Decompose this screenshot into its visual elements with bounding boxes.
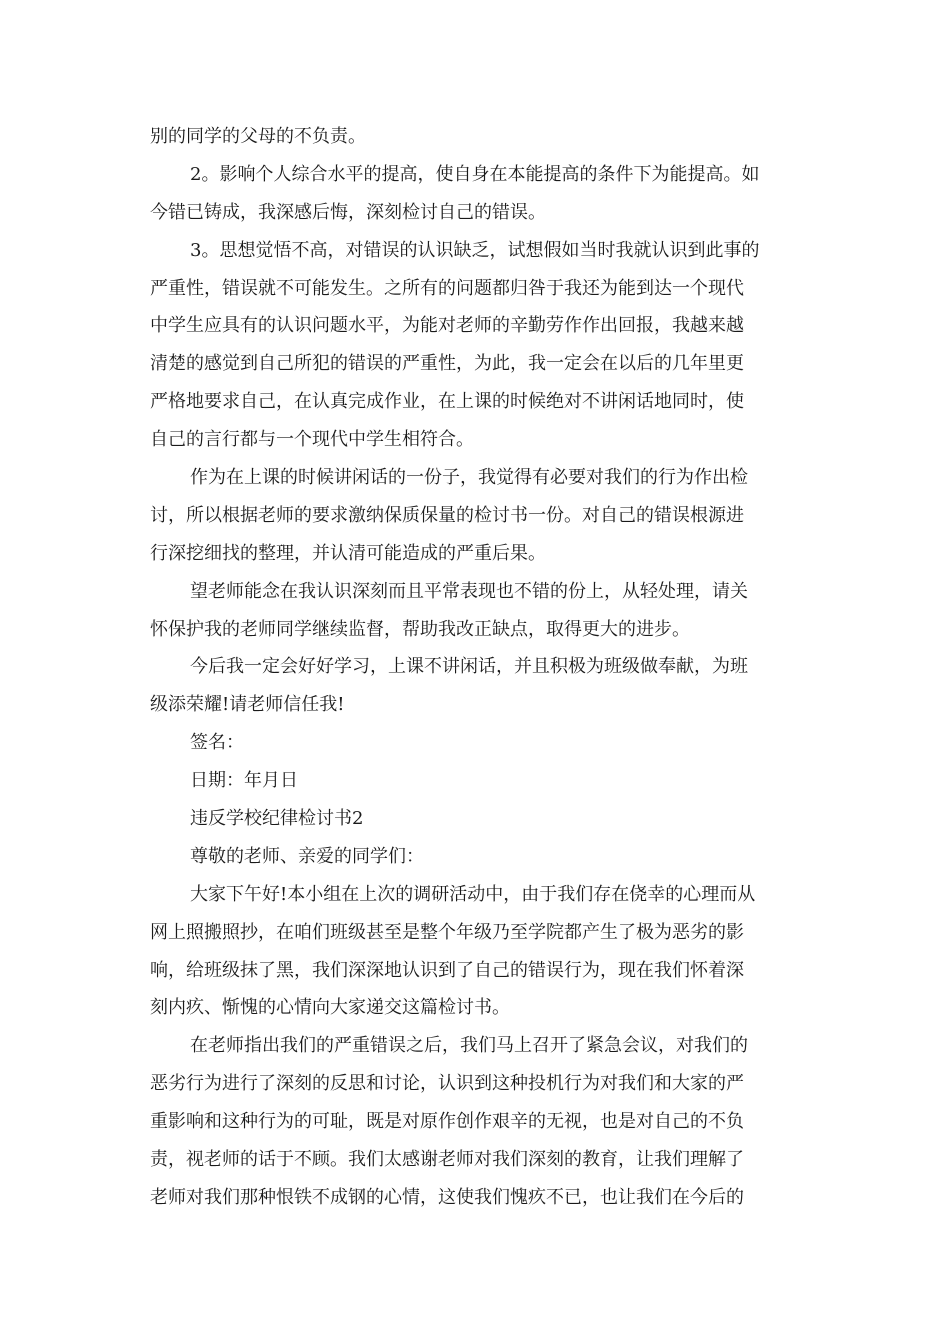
salutation: 尊敬的老师、亲爱的同学们： bbox=[190, 845, 424, 867]
text-line: 响，给班级抹了黑，我们深深地认识到了自己的错误行为，现在我们怀着深 bbox=[150, 959, 744, 981]
text-line: 严格地要求自己，在认真完成作业，在上课的时候绝对不讲闲话地同时，使 bbox=[150, 391, 744, 413]
text-line: 网上照搬照抄，在咱们班级甚至是整个年级乃至学院都产生了极为恶劣的影 bbox=[150, 921, 744, 943]
text-line: 老师对我们那种恨铁不成钢的心情，这使我们愧疚不已，也让我们在今后的 bbox=[150, 1186, 744, 1208]
text-line: 重影响和这种行为的可耻，既是对原作创作艰辛的无视，也是对自己的不负 bbox=[150, 1111, 744, 1133]
text-line: 清楚的感觉到自己所犯的错误的严重性，为此，我一定会在以后的几年里更 bbox=[150, 353, 744, 375]
text-line: 刻内疚、惭愧的心情向大家递交这篇检讨书。 bbox=[150, 997, 510, 1019]
text-line: 自己的言行都与一个现代中学生相符合。 bbox=[150, 429, 474, 451]
text-line: 讨，所以根据老师的要求激纳保质保量的检讨书一份。对自己的错误根源进 bbox=[150, 504, 744, 526]
text-line: 在老师指出我们的严重错误之后，我们马上召开了紧急会议，对我们的 bbox=[190, 1035, 748, 1057]
text-line: 别的同学的父母的不负责。 bbox=[150, 126, 366, 147]
text-line: 严重性，错误就不可能发生。之所有的问题都归咎于我还为能到达一个现代 bbox=[150, 277, 744, 299]
text-line: 怀保护我的老师同学继续监督，帮助我改正缺点，取得更大的进步。 bbox=[150, 618, 690, 640]
text-line: 今后我一定会好好学习，上课不讲闲话，并且积极为班级做奉献，为班 bbox=[190, 656, 748, 678]
text-line: 作为在上课的时候讲闲话的一份子，我觉得有必要对我们的行为作出检 bbox=[190, 467, 748, 489]
text-line: 3。思想觉悟不高，对错误的认识缺乏，试想假如当时我就认识到此事的 bbox=[190, 239, 760, 261]
document-page bbox=[150, 118, 790, 1217]
text-line: 恶劣行为进行了深刻的反思和讨论，认识到这种投机行为对我们和大家的严 bbox=[150, 1073, 744, 1095]
date-label: 日期：年月日 bbox=[190, 770, 298, 792]
text-line: 今错已铸成，我深感后悔，深刻检讨自己的错误。 bbox=[150, 201, 546, 223]
signature-label: 签名： bbox=[190, 732, 244, 754]
text-line: 中学生应具有的认识问题水平，为能对老师的辛勤劳作作出回报，我越来越 bbox=[150, 315, 744, 337]
text-line: 望老师能念在我认识深刻而且平常表现也不错的份上，从轻处理，请关 bbox=[190, 580, 748, 602]
text-line: 责，视老师的话于不顾。我们太感谢老师对我们深刻的教育，让我们理解了 bbox=[150, 1149, 744, 1171]
text-line: 大家下午好!本小组在上次的调研活动中，由于我们存在侥幸的心理而从 bbox=[190, 883, 756, 905]
text-line: 行深挖细找的整理，并认清可能造成的严重后果。 bbox=[150, 542, 546, 564]
text-line: 级添荣耀!请老师信任我! bbox=[150, 694, 345, 716]
text-line: 2。影响个人综合水平的提高，使自身在本能提高的条件下为能提高。如 bbox=[190, 163, 760, 185]
section-title: 违反学校纪律检讨书2 bbox=[190, 808, 364, 830]
